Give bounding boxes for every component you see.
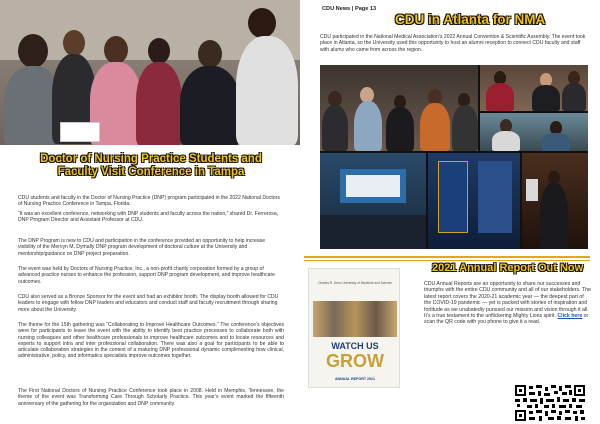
dnp-paragraph-2: “It was an excellent conference, networking with DNP students and faculty across the nation,” shared Dr. Ferrerosa, DNP Program Director and Assistant Professor at CDU. <box>18 211 279 224</box>
report-text-2: or scan the QR code with you phone to give it a read. <box>424 313 589 326</box>
dnp-group-photo <box>0 0 300 145</box>
dnp-paragraph-4: The event was held by Doctors of Nursing Practice, Inc., a non-profit charity corporation formed by a group of advanced practice nurses to enhance the profession, support DNP program development, and improve healthcare outcomes. <box>18 266 276 285</box>
title-line-1: Doctor of Nursing Practice Students and <box>40 153 262 165</box>
annual-report-cover <box>308 268 400 388</box>
dnp-paragraph-3: The DNP Program is new to CDU and participation in the conference provided an opportunity to help increase visibility of the Mervyn M. Dymally DNP program development of doctoral culture at the University and mentorship/guidance on DNP project preparation. <box>18 238 266 257</box>
cover-word-watch: WATCH US <box>331 341 379 351</box>
nma-speakers-photo <box>480 65 588 111</box>
award-plaque <box>60 122 100 142</box>
dnp-paragraph-5: CDU also served as a Bronze Sponsor for the event and had an exhibitor booth. The display booth allowed for CDU leaders to engage with fellow DNP leaders and educators and conduct staff and faculty recruitment through sharing more about the University. <box>18 294 279 313</box>
cover-word-grow: GROW <box>326 351 384 371</box>
report-body <box>424 281 592 326</box>
cover-footer: ANNUAL REPORT 2021 <box>334 377 376 381</box>
gold-divider-bottom <box>304 260 590 261</box>
qr-code-graphic <box>514 384 586 422</box>
title-line-2: Faculty Visit Conference in Tampa <box>57 165 245 178</box>
report-qr-code[interactable] <box>514 384 586 422</box>
nma-photo-collage <box>320 65 588 249</box>
gold-divider-top <box>304 256 590 258</box>
page-header: CDU News | Page 13 <box>322 6 377 12</box>
nma-banner-photo <box>428 153 520 249</box>
nma-booth-photo <box>320 153 426 249</box>
nma-reception-photo <box>320 65 478 151</box>
nma-intro: CDU participated in the National Medical Association’s 2022 Annual Convention & Scientific Assembly. The event took place in Atlanta, so the University used this opportunity to host an alumni reception to connect CDU faculty and staff with alums who came from across the region. <box>320 34 586 53</box>
nma-speaker-photo <box>522 153 588 249</box>
nma-article-title: CDU in Atlanta for NMA <box>395 12 546 27</box>
cover-top-text: Charles R. Drew University of Medicine and Science <box>318 281 392 285</box>
dnp-paragraph-7: The First National Doctors of Nursing Practice Conference took place in 2008. Held in Memphis, Tennessee, the theme of the event was Transforming Care Through Scholarly Practice. This year’s event marked the fifteenth anniversary of the gathering for the organization and DNP community. <box>18 388 284 407</box>
cover-crowd-graphic <box>313 301 397 337</box>
report-title: 2021 Annual Report Out Now <box>432 262 584 274</box>
dnp-paragraph-6: The theme for the 15th gathering was “Collaborating to Improve Healthcare Outcomes.” The conference’s objectives were for participants to leave the event with the ability to identify best practice processes to collaborate both with nursing colleagues and other healthcare professionals to improve healthcare outcomes and to locate resources and experts to support intra and inter professional collaboration. There was also a goal for participants to be able to articulate collaboration strategies in the context of a maturing DNP professional dynamic complimenting how clinical, administrative, policy, and informatics specialists improve outcomes together. <box>18 322 284 360</box>
nma-table-photo <box>480 113 588 151</box>
dnp-paragraph-1: CDU students and faculty in the Doctor of Nursing Practice (DNP) program participated in the 2022 National Doctors of Nursing Practice Conference in Tampa, Florida. <box>18 195 280 208</box>
dnp-article-title <box>20 153 282 179</box>
report-click-here-link[interactable]: Click here <box>557 313 583 320</box>
report-text-1: CDU Annual Reports are an opportunity to share our successes and triumphs with the entire CDU community and all of our stakeholders. The latest report covers the 2020-21 academic year — the deepest part of the COVID-19 pandemic — yet is packed with stories of inspiration and fortitude as we unabatedly pursued our mission and vision through it all. It’s a true testament to the unflickering Mighty Lions spirit. <box>424 281 591 320</box>
